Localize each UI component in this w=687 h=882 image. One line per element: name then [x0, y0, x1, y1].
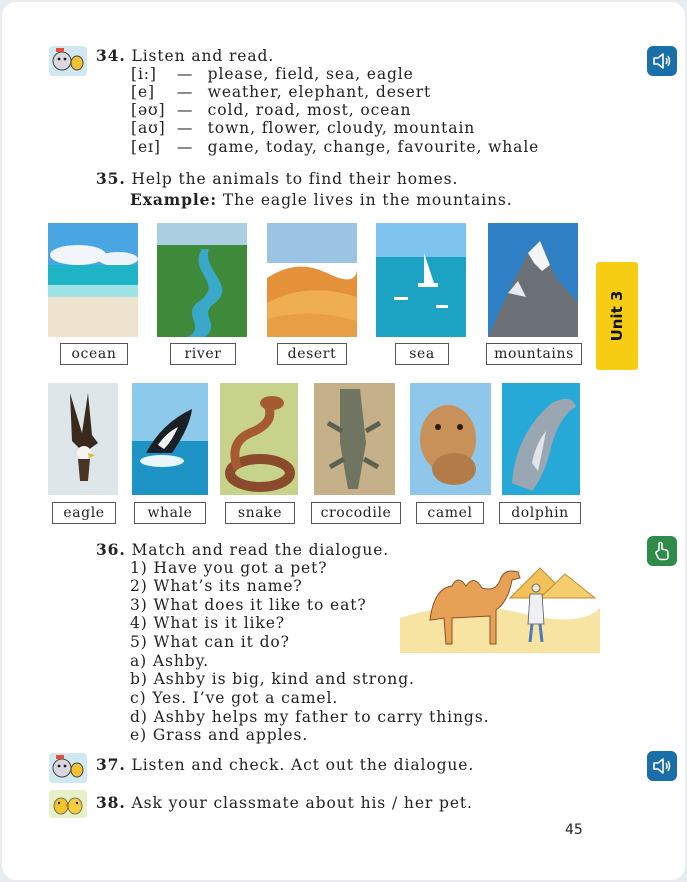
page-number: 45: [565, 822, 583, 838]
dash: —: [176, 65, 194, 83]
ocean-photo: [48, 223, 138, 337]
dash: —: [176, 83, 194, 101]
habitat-label: mountains: [486, 343, 582, 365]
habitat-label: ocean: [60, 343, 128, 365]
pair-work-birds-icon: [48, 789, 88, 819]
example-text: The eagle lives in the mountains.: [222, 191, 513, 209]
desert-photo: [267, 223, 357, 337]
exercise-number: 37.: [96, 755, 126, 774]
audio-play-button[interactable]: [647, 46, 677, 76]
habitat-label: river: [170, 343, 236, 365]
dialogue-answer: d) Ashby helps my father to carry things.: [130, 708, 490, 726]
dialogue-answer: a) Ashby.: [130, 652, 209, 670]
hand-pointer-icon: [653, 541, 671, 561]
dialogue-question: 1) Have you got a pet?: [130, 559, 328, 577]
animal-label: whale: [134, 502, 206, 524]
speaker-icon: [652, 757, 672, 775]
eagle-photo: [48, 383, 118, 495]
unit-tab-label: Unit 3: [608, 290, 626, 342]
dialogue-answer: b) Ashby is big, kind and strong.: [130, 670, 415, 688]
dialogue-answer: c) Yes. I’ve got a camel.: [130, 689, 339, 707]
animal-label: crocodile: [311, 502, 401, 524]
river-photo: [157, 223, 247, 337]
mountains-photo: [488, 223, 578, 337]
exercise-number: 35.: [96, 169, 126, 188]
exercise-instruction: Listen and check. Act out the dialogue.: [131, 756, 475, 774]
animal-label: camel: [416, 502, 484, 524]
phonetic-symbol: [i:]: [131, 65, 157, 83]
interactive-task-button[interactable]: [647, 536, 677, 566]
habitat-label: desert: [277, 343, 347, 365]
crocodile-photo: [314, 383, 395, 495]
dash: —: [176, 119, 194, 137]
dialogue-question: 4) What is it like?: [130, 614, 285, 632]
example-label: Example:: [130, 190, 218, 209]
camel-illustration: [400, 558, 600, 653]
dash: —: [176, 138, 194, 156]
animal-label: eagle: [52, 502, 116, 524]
dolphin-photo: [502, 383, 580, 495]
phonetic-row: [131, 101, 411, 119]
exercise-instruction: Match and read the dialogue.: [131, 541, 390, 559]
phonetic-words: game, today, change, favourite, whale: [207, 138, 540, 156]
exercise-number: 36.: [96, 540, 126, 559]
phonetic-words: weather, elephant, desert: [207, 83, 432, 101]
dialogue-question: 3) What does it like to eat?: [130, 596, 367, 614]
dash: —: [176, 101, 194, 119]
phonetic-symbol: [e]: [131, 83, 155, 101]
dialogue-question: 5) What can it do?: [130, 633, 290, 651]
phonetic-words: cold, road, most, ocean: [207, 101, 412, 119]
listen-characters-icon: [48, 751, 88, 785]
phonetic-row: [131, 119, 475, 137]
speaker-icon: [652, 52, 672, 70]
snake-photo: [220, 383, 298, 495]
camel-photo: [410, 383, 491, 495]
animal-label: snake: [225, 502, 295, 524]
habitat-label: sea: [395, 343, 449, 365]
sea-photo: [376, 223, 466, 337]
dialogue-answer: e) Grass and apples.: [130, 726, 309, 744]
dialogue-question: 2) What’s its name?: [130, 577, 303, 595]
phonetic-row: [131, 138, 539, 156]
phonetic-row: [131, 65, 414, 83]
phonetic-words: please, field, sea, eagle: [207, 65, 414, 83]
phonetic-symbol: [aʊ]: [131, 119, 166, 137]
phonetic-symbol: [əʊ]: [131, 101, 166, 119]
audio-play-button[interactable]: [647, 751, 677, 781]
phonetic-row: [131, 83, 431, 101]
exercise-number: 34.: [96, 46, 126, 65]
phonetic-symbol: [eɪ]: [131, 138, 161, 156]
exercise-instruction: Ask your classmate about his / her pet.: [131, 794, 473, 812]
whale-photo: [132, 383, 208, 495]
phonetic-words: town, flower, cloudy, mountain: [207, 119, 476, 137]
animal-label: dolphin: [499, 502, 581, 524]
exercise-instruction: Listen and read.: [131, 47, 275, 65]
listen-characters-icon: [48, 44, 88, 78]
exercise-instruction: Help the animals to find their homes.: [131, 170, 459, 188]
unit-tab: [596, 262, 638, 370]
exercise-number: 38.: [96, 793, 126, 812]
